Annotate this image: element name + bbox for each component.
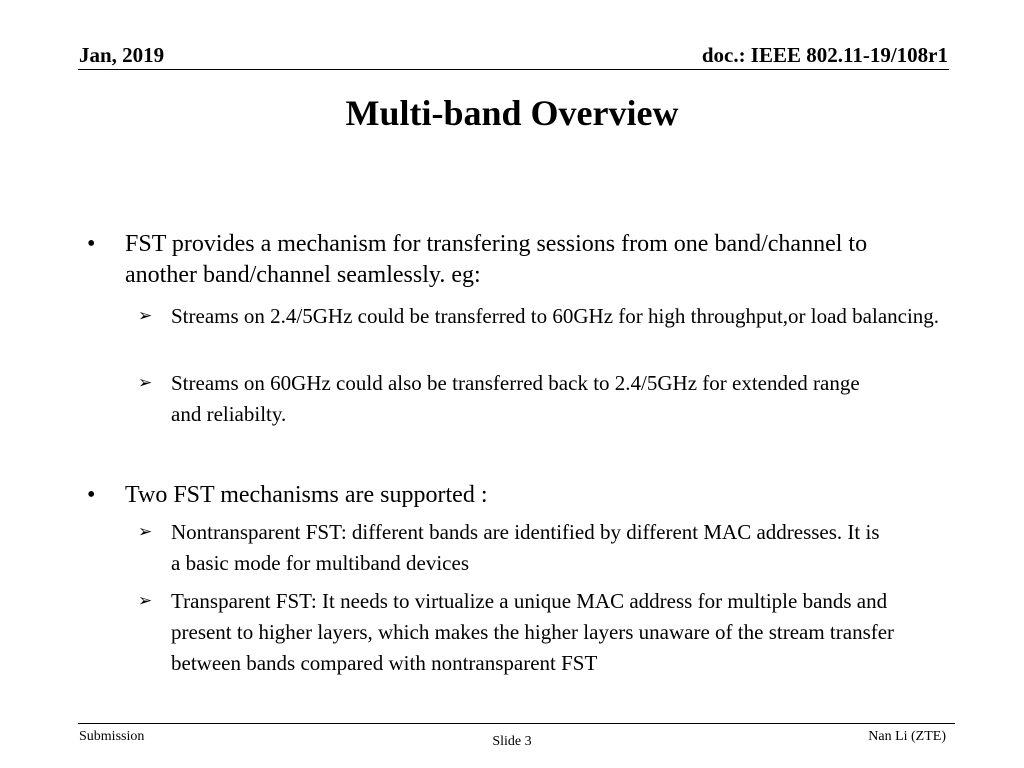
- bullet-text: Two FST mechanisms are supported :: [125, 482, 488, 508]
- arrow-bullet-icon: ➢: [138, 522, 153, 542]
- sub-bullet-text: Streams on 2.4/5GHz could be transferred to 60GHz for high throughput,or load balancing.: [171, 304, 940, 328]
- bullet-marker: •: [87, 482, 96, 508]
- sub-bullet-text: Nontransparent FST: different bands are identified by different MAC addresses. It is a basic mode for multiband devices: [171, 520, 880, 575]
- footer-submission: Submission: [79, 729, 145, 744]
- footer-author: Nan Li (ZTE): [868, 729, 946, 744]
- footer-divider: [78, 723, 955, 724]
- bullet-text: FST provides a mechanism for transfering sessions from one band/channel to another band/channel seamlessly. eg:: [125, 231, 868, 288]
- arrow-bullet-icon: ➢: [138, 591, 153, 611]
- slide-title: Multi-band Overview: [345, 93, 679, 133]
- sub-bullet-text: Transparent FST: It needs to virtualize a unique MAC address for multiple bands and present to higher layers, which makes the higher layers unaware of the stream transfer between bands compared with nontransparent FST: [171, 589, 895, 675]
- bullet-marker: •: [87, 231, 96, 257]
- arrow-bullet-icon: ➢: [138, 373, 153, 393]
- arrow-bullet-icon: ➢: [138, 306, 153, 326]
- sub-bullet-text: Streams on 60GHz could also be transferred back to 2.4/5GHz for extended range and reliabilty.: [171, 371, 860, 426]
- header-date: Jan, 2019: [79, 43, 165, 67]
- slide-number: Slide 3: [492, 734, 532, 749]
- header-doc-id: doc.: IEEE 802.11-19/108r1: [701, 43, 948, 67]
